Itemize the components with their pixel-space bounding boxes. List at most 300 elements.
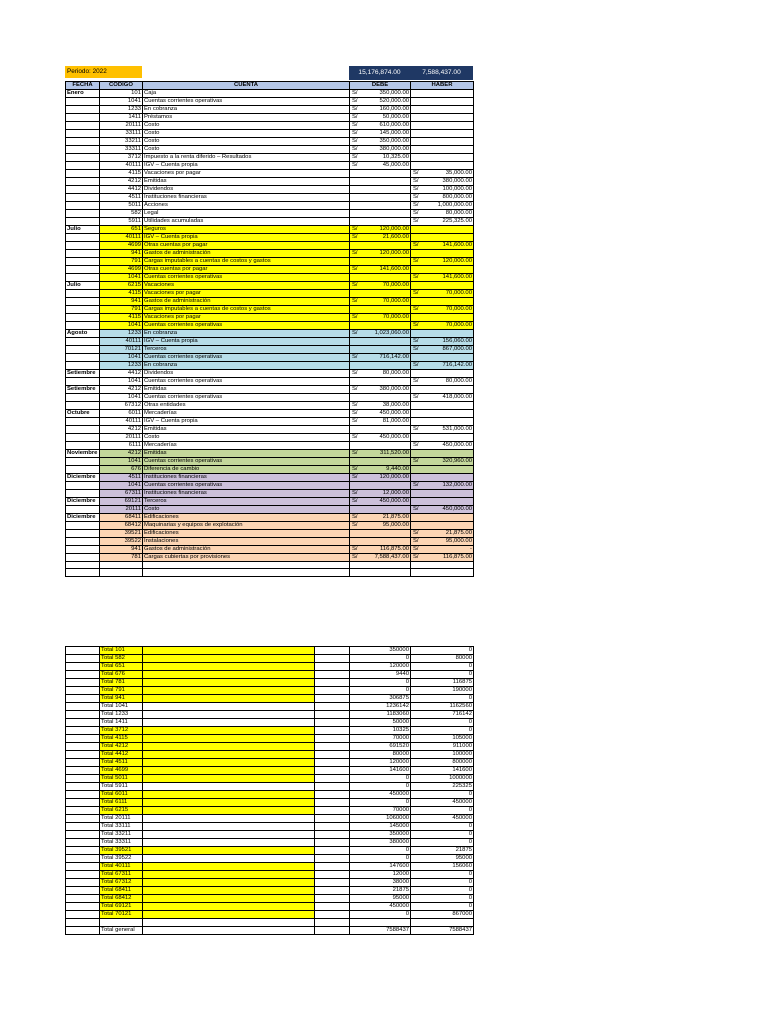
- fecha-cell[interactable]: Julio: [66, 226, 100, 234]
- blank-cell[interactable]: [143, 926, 315, 934]
- total-haber-cell[interactable]: 0: [411, 807, 474, 815]
- total-haber-cell[interactable]: 450000: [411, 815, 474, 823]
- blank-cell[interactable]: [143, 903, 315, 911]
- fecha-cell[interactable]: [66, 162, 100, 170]
- blank-cell[interactable]: [143, 679, 315, 687]
- haber-cell[interactable]: [411, 322, 474, 330]
- debe-cell[interactable]: [350, 186, 411, 194]
- cuenta-cell[interactable]: Terceros: [143, 498, 350, 506]
- debe-cell[interactable]: [350, 562, 411, 569]
- blank-cell[interactable]: [315, 847, 350, 855]
- cuenta-cell[interactable]: IGV – Cuenta propia: [143, 418, 350, 426]
- haber-cell[interactable]: [411, 210, 474, 218]
- blank-cell[interactable]: [66, 895, 100, 903]
- total-haber-cell[interactable]: 0: [411, 831, 474, 839]
- blank-cell[interactable]: [315, 926, 350, 934]
- debe-cell[interactable]: [350, 514, 411, 522]
- fecha-cell[interactable]: [66, 218, 100, 226]
- cuenta-cell[interactable]: Caja: [143, 90, 350, 98]
- cuenta-cell[interactable]: Costo: [143, 146, 350, 154]
- debe-cell[interactable]: [350, 569, 411, 576]
- codigo-cell[interactable]: 40111: [100, 338, 143, 346]
- blank-cell[interactable]: [315, 711, 350, 719]
- cuenta-cell[interactable]: Edificaciones: [143, 530, 350, 538]
- codigo-cell[interactable]: 70121: [100, 346, 143, 354]
- blank-cell[interactable]: [315, 727, 350, 735]
- codigo-cell[interactable]: 4212: [100, 386, 143, 394]
- blank-cell[interactable]: [315, 871, 350, 879]
- blank-cell[interactable]: [315, 719, 350, 727]
- cuenta-cell[interactable]: Cuentas corrientes operativas: [143, 394, 350, 402]
- debe-cell[interactable]: [350, 202, 411, 210]
- haber-cell[interactable]: [411, 298, 474, 306]
- blank-cell[interactable]: [315, 895, 350, 903]
- debe-cell[interactable]: [350, 410, 411, 418]
- cuenta-cell[interactable]: Gastos de administración: [143, 250, 350, 258]
- codigo-cell[interactable]: 791: [100, 306, 143, 314]
- blank-cell[interactable]: [315, 855, 350, 863]
- total-haber-cell[interactable]: 0: [411, 647, 474, 655]
- total-label-cell[interactable]: Total 1233: [100, 711, 143, 719]
- haber-cell[interactable]: [411, 498, 474, 506]
- codigo-cell[interactable]: 40111: [100, 234, 143, 242]
- cuenta-cell[interactable]: Emitidas: [143, 386, 350, 394]
- fecha-cell[interactable]: [66, 122, 100, 130]
- codigo-cell[interactable]: 68412: [100, 522, 143, 530]
- debe-cell[interactable]: [350, 434, 411, 442]
- fecha-cell[interactable]: [66, 106, 100, 114]
- blank-cell[interactable]: [143, 711, 315, 719]
- codigo-cell[interactable]: 676: [100, 466, 143, 474]
- codigo-cell[interactable]: 1041: [100, 394, 143, 402]
- blank-cell[interactable]: [143, 847, 315, 855]
- fecha-cell[interactable]: [66, 546, 100, 554]
- codigo-cell[interactable]: [100, 562, 143, 569]
- blank-cell[interactable]: [315, 759, 350, 767]
- blank-cell[interactable]: [66, 919, 100, 927]
- codigo-cell[interactable]: 5911: [100, 218, 143, 226]
- debe-cell[interactable]: [350, 418, 411, 426]
- cuenta-cell[interactable]: Mercaderías: [143, 410, 350, 418]
- cuenta-cell[interactable]: Maquinarias y equipos de explotación: [143, 522, 350, 530]
- fecha-cell[interactable]: [66, 554, 100, 562]
- haber-cell[interactable]: [411, 370, 474, 378]
- total-label-cell[interactable]: Total 6111: [100, 799, 143, 807]
- haber-cell[interactable]: [411, 114, 474, 122]
- debe-cell[interactable]: [350, 450, 411, 458]
- codigo-cell[interactable]: 1041: [100, 354, 143, 362]
- fecha-cell[interactable]: [66, 506, 100, 514]
- blank-cell[interactable]: [66, 855, 100, 863]
- blank-cell[interactable]: [143, 911, 315, 919]
- debe-cell[interactable]: [350, 122, 411, 130]
- blank-cell[interactable]: [315, 823, 350, 831]
- total-debe-cell[interactable]: 147600: [350, 863, 411, 871]
- total-haber-cell[interactable]: 1162560: [411, 703, 474, 711]
- total-label-cell[interactable]: Total 781: [100, 679, 143, 687]
- codigo-cell[interactable]: 1233: [100, 362, 143, 370]
- haber-cell[interactable]: [411, 378, 474, 386]
- total-haber-cell[interactable]: [411, 919, 474, 927]
- debe-cell[interactable]: [350, 218, 411, 226]
- debe-cell[interactable]: [350, 458, 411, 466]
- cuenta-cell[interactable]: IGV – Cuenta propia: [143, 162, 350, 170]
- blank-cell[interactable]: [143, 831, 315, 839]
- codigo-cell[interactable]: 791: [100, 258, 143, 266]
- total-debe-cell[interactable]: 0: [350, 687, 411, 695]
- cuenta-cell[interactable]: IGV – Cuenta propia: [143, 234, 350, 242]
- total-label-cell[interactable]: Total 5911: [100, 783, 143, 791]
- total-debe-cell[interactable]: 15,176,874.00: [349, 66, 410, 80]
- debe-cell[interactable]: [350, 378, 411, 386]
- haber-cell[interactable]: [411, 482, 474, 490]
- blank-cell[interactable]: [315, 767, 350, 775]
- codigo-cell[interactable]: 4115: [100, 290, 143, 298]
- cuenta-cell[interactable]: Utilidades acumuladas: [143, 218, 350, 226]
- debe-cell[interactable]: [350, 274, 411, 282]
- debe-cell[interactable]: [350, 474, 411, 482]
- fecha-cell[interactable]: [66, 194, 100, 202]
- blank-cell[interactable]: [143, 783, 315, 791]
- cuenta-cell[interactable]: Emitidas: [143, 178, 350, 186]
- codigo-cell[interactable]: 4115: [100, 314, 143, 322]
- blank-cell[interactable]: [315, 839, 350, 847]
- total-debe-cell[interactable]: 9440: [350, 671, 411, 679]
- fecha-cell[interactable]: [66, 202, 100, 210]
- total-haber-cell[interactable]: 0: [411, 663, 474, 671]
- total-label-cell[interactable]: Total 1041: [100, 703, 143, 711]
- blank-cell[interactable]: [143, 735, 315, 743]
- blank-cell[interactable]: [143, 663, 315, 671]
- codigo-cell[interactable]: 67312: [100, 402, 143, 410]
- total-label-cell[interactable]: Total 101: [100, 647, 143, 655]
- total-haber-cell[interactable]: 1000000: [411, 775, 474, 783]
- total-debe-cell[interactable]: 38000: [350, 879, 411, 887]
- total-haber-cell[interactable]: 0: [411, 695, 474, 703]
- total-debe-cell[interactable]: 141600: [350, 767, 411, 775]
- fecha-cell[interactable]: [66, 490, 100, 498]
- haber-cell[interactable]: [411, 434, 474, 442]
- total-haber-cell[interactable]: 0: [411, 871, 474, 879]
- blank-cell[interactable]: [66, 926, 100, 934]
- blank-cell[interactable]: [315, 679, 350, 687]
- debe-cell[interactable]: [350, 194, 411, 202]
- codigo-cell[interactable]: 4212: [100, 450, 143, 458]
- fecha-cell[interactable]: [66, 130, 100, 138]
- total-haber-cell[interactable]: 911000: [411, 743, 474, 751]
- blank-cell[interactable]: [143, 815, 315, 823]
- haber-cell[interactable]: [411, 410, 474, 418]
- debe-cell[interactable]: [350, 322, 411, 330]
- codigo-cell[interactable]: 20111: [100, 434, 143, 442]
- blank-cell[interactable]: [66, 687, 100, 695]
- fecha-cell[interactable]: [66, 434, 100, 442]
- total-label-cell[interactable]: Total 4212: [100, 743, 143, 751]
- cuenta-cell[interactable]: Cuentas corrientes operativas: [143, 354, 350, 362]
- blank-cell[interactable]: [315, 647, 350, 655]
- codigo-cell[interactable]: 20111: [100, 122, 143, 130]
- codigo-cell[interactable]: 40111: [100, 162, 143, 170]
- fecha-cell[interactable]: [66, 394, 100, 402]
- total-debe-cell[interactable]: 80000: [350, 751, 411, 759]
- total-haber-cell[interactable]: 450000: [411, 799, 474, 807]
- debe-cell[interactable]: [350, 154, 411, 162]
- total-label-cell[interactable]: Total 68412: [100, 895, 143, 903]
- cuenta-cell[interactable]: Gastos de administración: [143, 546, 350, 554]
- haber-cell[interactable]: [411, 474, 474, 482]
- haber-cell[interactable]: [411, 442, 474, 450]
- blank-cell[interactable]: [66, 767, 100, 775]
- cuenta-cell[interactable]: Seguros: [143, 226, 350, 234]
- fecha-cell[interactable]: [66, 290, 100, 298]
- fecha-cell[interactable]: [66, 250, 100, 258]
- haber-cell[interactable]: [411, 418, 474, 426]
- fecha-cell[interactable]: [66, 146, 100, 154]
- debe-cell[interactable]: [350, 506, 411, 514]
- haber-cell[interactable]: [411, 562, 474, 569]
- cuenta-cell[interactable]: Costo: [143, 506, 350, 514]
- codigo-cell[interactable]: 941: [100, 298, 143, 306]
- haber-cell[interactable]: [411, 554, 474, 562]
- total-debe-cell[interactable]: 145000: [350, 823, 411, 831]
- haber-cell[interactable]: [411, 234, 474, 242]
- debe-cell[interactable]: [350, 402, 411, 410]
- haber-cell[interactable]: [411, 90, 474, 98]
- blank-cell[interactable]: [66, 671, 100, 679]
- cuenta-cell[interactable]: Legal: [143, 210, 350, 218]
- blank-cell[interactable]: [143, 647, 315, 655]
- codigo-cell[interactable]: 651: [100, 226, 143, 234]
- fecha-cell[interactable]: [66, 458, 100, 466]
- blank-cell[interactable]: [66, 647, 100, 655]
- debe-cell[interactable]: [350, 114, 411, 122]
- debe-cell[interactable]: [350, 162, 411, 170]
- total-debe-cell[interactable]: 120000: [350, 663, 411, 671]
- codigo-cell[interactable]: [100, 569, 143, 576]
- blank-cell[interactable]: [66, 799, 100, 807]
- cuenta-cell[interactable]: En cobranza: [143, 362, 350, 370]
- fecha-cell[interactable]: [66, 402, 100, 410]
- blank-cell[interactable]: [315, 735, 350, 743]
- blank-cell[interactable]: [143, 919, 315, 927]
- total-haber-cell[interactable]: 0: [411, 887, 474, 895]
- total-label-cell[interactable]: Total 651: [100, 663, 143, 671]
- cuenta-cell[interactable]: Cuentas corrientes operativas: [143, 98, 350, 106]
- haber-cell[interactable]: [411, 202, 474, 210]
- total-debe-cell[interactable]: 10325: [350, 727, 411, 735]
- haber-cell[interactable]: [411, 538, 474, 546]
- fecha-cell[interactable]: Octubre: [66, 410, 100, 418]
- codigo-cell[interactable]: 1041: [100, 458, 143, 466]
- debe-cell[interactable]: [350, 482, 411, 490]
- cuenta-cell[interactable]: Cargas cubiertas por provisiones: [143, 554, 350, 562]
- total-debe-cell[interactable]: 0: [350, 775, 411, 783]
- blank-cell[interactable]: [143, 727, 315, 735]
- codigo-cell[interactable]: 40111: [100, 418, 143, 426]
- blank-cell[interactable]: [315, 911, 350, 919]
- total-haber-cell[interactable]: 0: [411, 719, 474, 727]
- haber-cell[interactable]: [411, 138, 474, 146]
- haber-cell[interactable]: [411, 362, 474, 370]
- total-debe-cell[interactable]: 120000: [350, 759, 411, 767]
- fecha-cell[interactable]: Diciembre: [66, 514, 100, 522]
- total-haber-cell[interactable]: 80000: [411, 655, 474, 663]
- total-debe-cell[interactable]: 0: [350, 655, 411, 663]
- codigo-cell[interactable]: 1041: [100, 98, 143, 106]
- debe-cell[interactable]: [350, 530, 411, 538]
- total-debe-cell[interactable]: 0: [350, 679, 411, 687]
- haber-cell[interactable]: [411, 98, 474, 106]
- haber-cell[interactable]: [411, 178, 474, 186]
- total-haber-cell[interactable]: 116875: [411, 679, 474, 687]
- blank-cell[interactable]: [66, 711, 100, 719]
- debe-cell[interactable]: [350, 306, 411, 314]
- debe-cell[interactable]: [350, 130, 411, 138]
- haber-cell[interactable]: [411, 426, 474, 434]
- total-haber-cell[interactable]: 867000: [411, 911, 474, 919]
- cuenta-cell[interactable]: [143, 562, 350, 569]
- total-debe-cell[interactable]: 70000: [350, 807, 411, 815]
- col-header-cuenta[interactable]: CUENTA: [143, 82, 350, 90]
- blank-cell[interactable]: [143, 807, 315, 815]
- cuenta-cell[interactable]: Vacaciones por pagar: [143, 314, 350, 322]
- debe-cell[interactable]: [350, 522, 411, 530]
- total-haber-cell[interactable]: 7588437: [411, 926, 474, 934]
- fecha-cell[interactable]: Julio: [66, 282, 100, 290]
- blank-cell[interactable]: [66, 775, 100, 783]
- blank-cell[interactable]: [66, 719, 100, 727]
- fecha-cell[interactable]: [66, 354, 100, 362]
- period-label[interactable]: Periodo: 2022: [65, 66, 142, 78]
- blank-cell[interactable]: [143, 791, 315, 799]
- codigo-cell[interactable]: 941: [100, 250, 143, 258]
- codigo-cell[interactable]: 39521: [100, 530, 143, 538]
- blank-cell[interactable]: [315, 695, 350, 703]
- blank-cell[interactable]: [66, 679, 100, 687]
- fecha-cell[interactable]: [66, 298, 100, 306]
- cuenta-cell[interactable]: En cobranza: [143, 106, 350, 114]
- total-label-cell[interactable]: Total 1411: [100, 719, 143, 727]
- cuenta-cell[interactable]: Cuentas corrientes operativas: [143, 274, 350, 282]
- total-label-cell[interactable]: Total 33111: [100, 823, 143, 831]
- blank-cell[interactable]: [143, 887, 315, 895]
- total-debe-cell[interactable]: 450000: [350, 903, 411, 911]
- cuenta-cell[interactable]: Vacaciones por pagar: [143, 170, 350, 178]
- blank-cell[interactable]: [315, 807, 350, 815]
- haber-cell[interactable]: [411, 466, 474, 474]
- debe-cell[interactable]: [350, 370, 411, 378]
- total-haber-cell[interactable]: 0: [411, 879, 474, 887]
- total-debe-cell[interactable]: 1183060: [350, 711, 411, 719]
- codigo-cell[interactable]: 582: [100, 210, 143, 218]
- cuenta-cell[interactable]: Dividendos: [143, 370, 350, 378]
- blank-cell[interactable]: [143, 759, 315, 767]
- cuenta-cell[interactable]: Vacaciones: [143, 282, 350, 290]
- total-haber-cell[interactable]: 225325: [411, 783, 474, 791]
- blank-cell[interactable]: [143, 703, 315, 711]
- haber-cell[interactable]: [411, 546, 474, 554]
- codigo-cell[interactable]: 39522: [100, 538, 143, 546]
- codigo-cell[interactable]: 4412: [100, 370, 143, 378]
- blank-cell[interactable]: [143, 839, 315, 847]
- codigo-cell[interactable]: 1233: [100, 330, 143, 338]
- total-haber-cell[interactable]: 190000: [411, 687, 474, 695]
- blank-cell[interactable]: [66, 839, 100, 847]
- blank-cell[interactable]: [143, 799, 315, 807]
- debe-cell[interactable]: [350, 538, 411, 546]
- haber-cell[interactable]: [411, 569, 474, 576]
- haber-cell[interactable]: [411, 490, 474, 498]
- codigo-cell[interactable]: 68411: [100, 514, 143, 522]
- total-label-cell[interactable]: Total 39522: [100, 855, 143, 863]
- total-haber-cell[interactable]: 141600: [411, 767, 474, 775]
- codigo-cell[interactable]: 33111: [100, 130, 143, 138]
- total-label-cell[interactable]: Total 69121: [100, 903, 143, 911]
- haber-cell[interactable]: [411, 394, 474, 402]
- blank-cell[interactable]: [66, 847, 100, 855]
- total-haber-cell[interactable]: 800000: [411, 759, 474, 767]
- fecha-cell[interactable]: [66, 466, 100, 474]
- fecha-cell[interactable]: [66, 482, 100, 490]
- blank-cell[interactable]: [66, 655, 100, 663]
- cuenta-cell[interactable]: Costo: [143, 130, 350, 138]
- blank-cell[interactable]: [66, 727, 100, 735]
- blank-cell[interactable]: [143, 871, 315, 879]
- total-label-cell[interactable]: Total 941: [100, 695, 143, 703]
- fecha-cell[interactable]: [66, 266, 100, 274]
- debe-cell[interactable]: [350, 98, 411, 106]
- cuenta-cell[interactable]: Impuesto a la renta diferido – Resultados: [143, 154, 350, 162]
- codigo-cell[interactable]: 781: [100, 554, 143, 562]
- haber-cell[interactable]: [411, 186, 474, 194]
- total-label-cell[interactable]: Total 40111: [100, 863, 143, 871]
- total-label-cell[interactable]: Total 4511: [100, 759, 143, 767]
- total-debe-cell[interactable]: 350000: [350, 647, 411, 655]
- total-haber-cell[interactable]: 0: [411, 671, 474, 679]
- haber-cell[interactable]: [411, 130, 474, 138]
- total-debe-cell[interactable]: 12000: [350, 871, 411, 879]
- debe-cell[interactable]: [350, 354, 411, 362]
- blank-cell[interactable]: [66, 879, 100, 887]
- total-label-cell[interactable]: Total 33211: [100, 831, 143, 839]
- col-header-debe[interactable]: DEBE: [350, 82, 411, 90]
- fecha-cell[interactable]: [66, 530, 100, 538]
- codigo-cell[interactable]: 33311: [100, 146, 143, 154]
- cuenta-cell[interactable]: IGV – Cuenta propia: [143, 338, 350, 346]
- total-debe-cell[interactable]: 0: [350, 847, 411, 855]
- total-label-cell[interactable]: Total 4115: [100, 735, 143, 743]
- total-debe-cell[interactable]: 350000: [350, 831, 411, 839]
- blank-cell[interactable]: [66, 791, 100, 799]
- col-header-fecha[interactable]: FECHA: [66, 82, 100, 90]
- fecha-cell[interactable]: [66, 306, 100, 314]
- debe-cell[interactable]: [350, 170, 411, 178]
- blank-cell[interactable]: [66, 831, 100, 839]
- haber-cell[interactable]: [411, 218, 474, 226]
- blank-cell[interactable]: [143, 855, 315, 863]
- total-haber-cell[interactable]: 100000: [411, 751, 474, 759]
- blank-cell[interactable]: [66, 815, 100, 823]
- blank-cell[interactable]: [315, 831, 350, 839]
- cuenta-cell[interactable]: Cuentas corrientes operativas: [143, 482, 350, 490]
- blank-cell[interactable]: [315, 743, 350, 751]
- codigo-cell[interactable]: 1041: [100, 322, 143, 330]
- codigo-cell[interactable]: 4511: [100, 474, 143, 482]
- debe-cell[interactable]: [350, 266, 411, 274]
- debe-cell[interactable]: [350, 106, 411, 114]
- haber-cell[interactable]: [411, 162, 474, 170]
- haber-cell[interactable]: [411, 530, 474, 538]
